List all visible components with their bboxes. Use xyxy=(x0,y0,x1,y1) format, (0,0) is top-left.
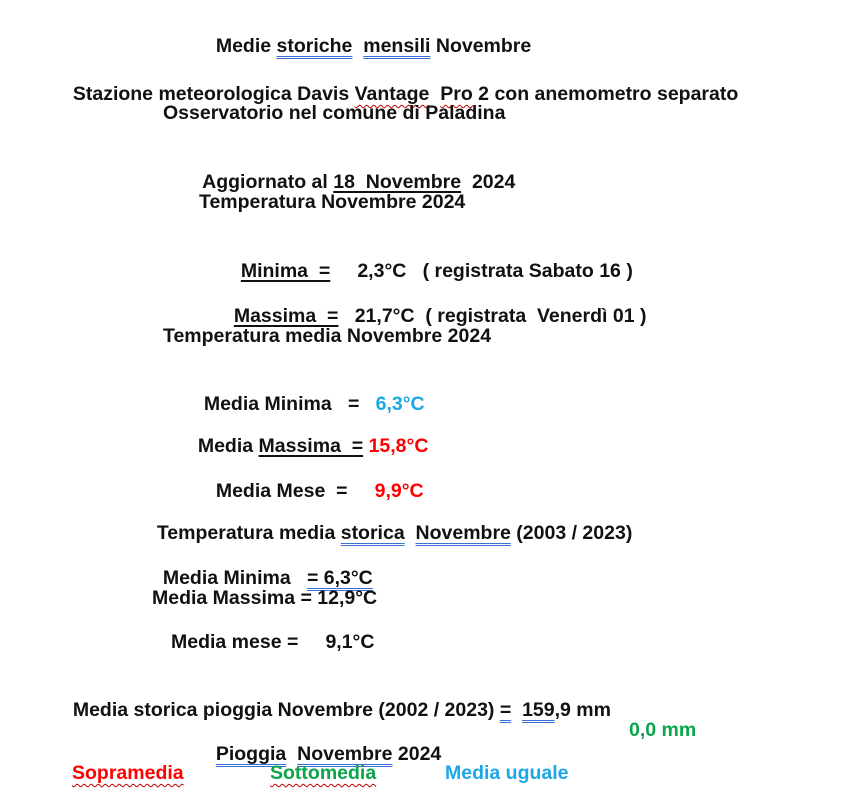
title-month: Novembre xyxy=(430,35,532,57)
media-minima-value: 6,3°C xyxy=(375,393,425,415)
minima-line xyxy=(230,235,633,283)
pioggia-2024-line xyxy=(205,718,441,766)
title-word-mensili: mensili xyxy=(363,35,431,57)
storica-title-gap xyxy=(405,522,416,544)
title-word-storiche: storiche xyxy=(276,35,353,57)
pioggia-2024-value: 0,0 mm xyxy=(629,719,697,741)
station-text-end: 2 con anemometro separato xyxy=(472,83,739,105)
storica-title-prefix: Temperatura media xyxy=(156,522,341,544)
pioggia-storica-gap xyxy=(511,699,522,721)
minima-label: Minima = xyxy=(240,260,331,282)
page-title xyxy=(205,10,531,58)
media-massima-prefix: Media xyxy=(197,435,259,457)
observatory-line: Osservatorio nel comune di Paladina xyxy=(163,102,506,124)
media-massima-label: Massima = xyxy=(258,435,364,457)
storica-title-word-novembre: Novembre xyxy=(415,522,511,544)
pioggia-storica-unit: ,9 mm xyxy=(554,699,611,721)
media-minima-line xyxy=(193,368,425,416)
massima-label: Massima = xyxy=(233,305,339,327)
storica-title xyxy=(146,497,632,545)
updated-year: 2024 xyxy=(461,171,516,193)
media-mese-line xyxy=(205,455,424,503)
storica-minima-value: = 6,3°C xyxy=(306,567,373,589)
storica-minima-label: Media Minima xyxy=(162,567,307,589)
legend-media-uguale: Media uguale xyxy=(445,762,569,784)
storica-title-word-storica: storica xyxy=(340,522,405,544)
minima-value: 2,3°C ( registrata Sabato 16 ) xyxy=(330,260,633,282)
media-minima-label: Media Minima = xyxy=(203,393,376,415)
massima-line xyxy=(223,280,646,328)
legend-sottomedia: Sottomedia xyxy=(270,762,377,784)
pioggia-year: 2024 xyxy=(392,743,442,765)
pioggia-storica-equals: = xyxy=(499,699,512,721)
temperature-media-title: Temperatura media Novembre 2024 xyxy=(163,325,492,347)
station-text: Stazione meteorologica Davis xyxy=(72,83,355,105)
pioggia-month: Novembre xyxy=(297,743,393,765)
pioggia-storica-label: Media storica pioggia Novembre (2002 / 2023) xyxy=(72,699,500,721)
updated-label: Aggiornato al xyxy=(202,171,334,193)
legend-sopramedia: Sopramedia xyxy=(72,762,184,784)
title-text: Medie xyxy=(215,35,277,57)
media-massima-value: 15,8°C xyxy=(368,435,429,457)
station-word-vantage: Vantage xyxy=(354,83,430,105)
storica-minima-line xyxy=(152,542,373,590)
storica-mese-line: Media mese = 9,1°C xyxy=(171,631,375,653)
updated-date: 18 Novembre xyxy=(333,171,462,193)
pioggia-storica-value: 159 xyxy=(522,699,555,721)
temperature-title: Temperatura Novembre 2024 xyxy=(199,191,466,213)
title-gap xyxy=(352,35,363,57)
pioggia-storica-line xyxy=(62,674,611,722)
storica-title-period: (2003 / 2023) xyxy=(510,522,633,544)
media-massima-line xyxy=(187,410,428,458)
station-line xyxy=(62,58,738,106)
updated-line xyxy=(192,146,515,194)
media-mese-label: Media Mese = xyxy=(215,480,375,502)
massima-value: 21,7°C ( registrata Venerdì 01 ) xyxy=(338,305,647,327)
storica-massima-line: Media Massima = 12,9°C xyxy=(152,587,378,609)
station-word-pro: Pro xyxy=(440,83,473,105)
media-mese-value: 9,9°C xyxy=(374,480,424,502)
pioggia-word: Pioggia xyxy=(215,743,287,765)
